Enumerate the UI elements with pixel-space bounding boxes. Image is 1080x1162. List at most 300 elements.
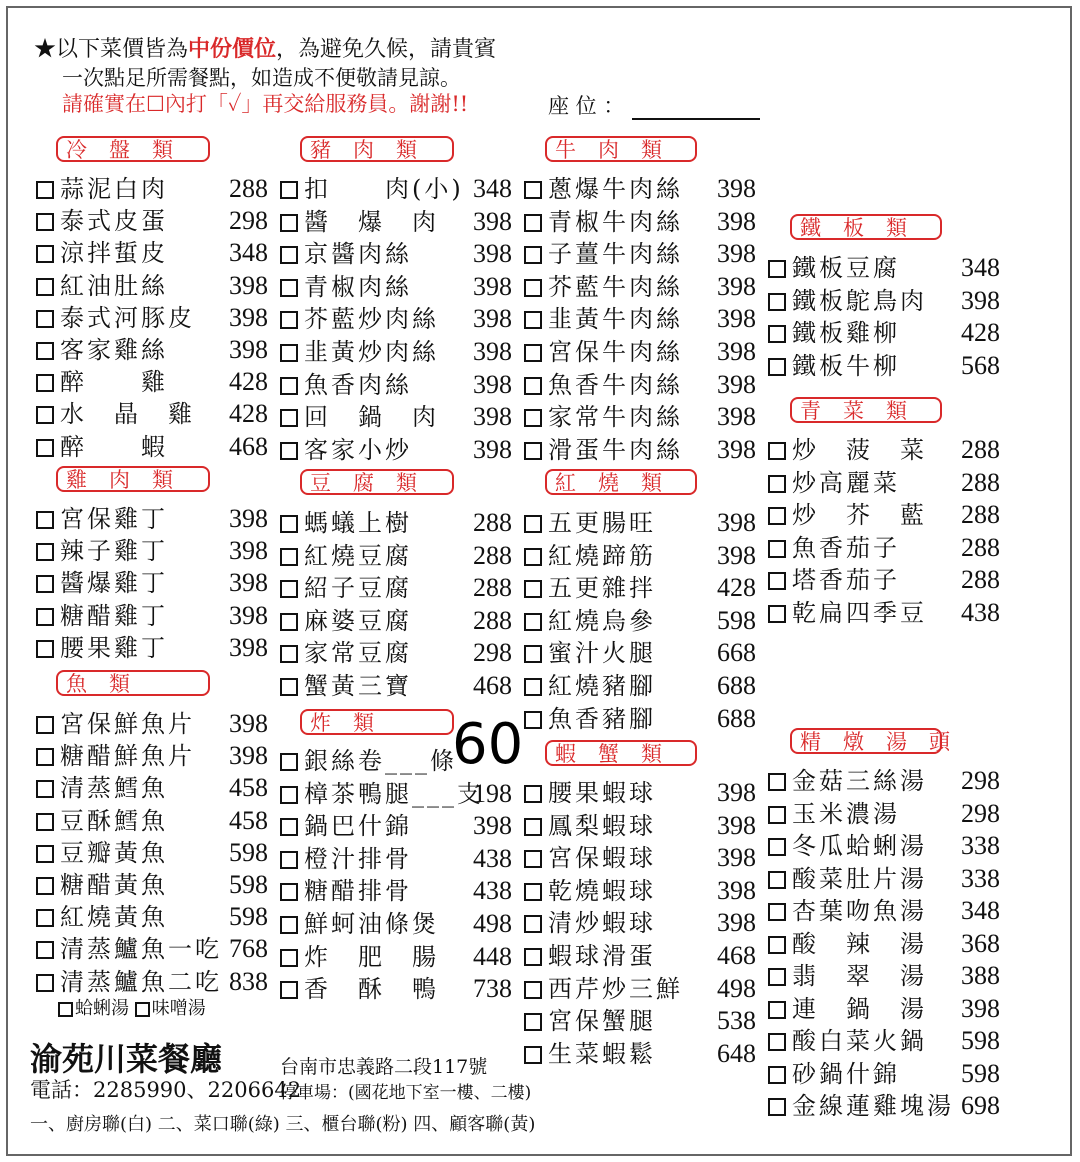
dish-name: 杏葉吻魚湯 xyxy=(792,897,927,925)
checkbox[interactable] xyxy=(58,1002,73,1017)
checkbox[interactable] xyxy=(524,548,542,566)
menu-item[interactable] xyxy=(280,671,512,701)
menu-item[interactable] xyxy=(524,606,756,636)
checkbox[interactable] xyxy=(524,580,542,598)
checkbox[interactable] xyxy=(524,915,542,933)
dish-name: 家常豆腐 xyxy=(304,639,412,667)
dish-name: 家常牛肉絲 xyxy=(548,403,683,431)
dish-price: 398 xyxy=(717,239,756,268)
checkbox[interactable] xyxy=(36,748,54,766)
dish-name: 豆酥鱈魚 xyxy=(60,807,168,835)
menu-item[interactable] xyxy=(36,367,268,397)
checkbox[interactable] xyxy=(280,645,298,663)
menu-item[interactable] xyxy=(36,206,268,236)
menu-item[interactable] xyxy=(524,508,756,538)
checkbox[interactable] xyxy=(524,1046,542,1064)
checkbox[interactable] xyxy=(524,850,542,868)
menu-item[interactable] xyxy=(768,435,1000,465)
menu-item[interactable] xyxy=(768,500,1000,530)
dish-name: 酸 辣 湯 xyxy=(792,930,927,958)
checkbox[interactable] xyxy=(768,572,786,590)
checkbox[interactable] xyxy=(524,246,542,264)
dish-name: 醬 爆 肉 xyxy=(304,208,439,236)
dish-price: 668 xyxy=(717,638,756,667)
checkbox[interactable] xyxy=(524,1013,542,1031)
checkbox[interactable] xyxy=(524,311,542,329)
dish-price: 348 xyxy=(229,238,268,267)
menu-item[interactable] xyxy=(36,271,268,301)
checkbox[interactable] xyxy=(280,279,298,297)
menu-item[interactable] xyxy=(36,432,268,462)
checkbox[interactable] xyxy=(280,181,298,199)
dish-price: 288 xyxy=(961,500,1000,529)
dish-price: 598 xyxy=(229,838,268,867)
checkbox[interactable] xyxy=(524,409,542,427)
checkbox[interactable] xyxy=(36,640,54,658)
menu-item[interactable] xyxy=(280,174,512,204)
checkbox[interactable] xyxy=(280,678,298,696)
checkbox[interactable] xyxy=(524,678,542,696)
dish-price: 428 xyxy=(229,367,268,396)
dish-name: 豆瓣黃魚 xyxy=(60,839,168,867)
menu-item[interactable] xyxy=(36,335,268,365)
menu-item[interactable] xyxy=(768,598,1000,628)
menu-item[interactable] xyxy=(36,934,268,964)
checkbox[interactable] xyxy=(280,786,298,804)
menu-item[interactable] xyxy=(768,929,1000,959)
menu-item[interactable] xyxy=(280,304,512,334)
dish-name: 宮保牛肉絲 xyxy=(548,338,683,366)
menu-item[interactable] xyxy=(524,974,756,1004)
checkbox[interactable] xyxy=(524,344,542,362)
dish-price: 398 xyxy=(473,239,512,268)
dish-price: 428 xyxy=(229,399,268,428)
dish-name: 魚香茄子 xyxy=(792,534,900,562)
dish-price: 398 xyxy=(961,286,1000,315)
dish-name: 腰果雞丁 xyxy=(60,634,168,662)
menu-item[interactable] xyxy=(768,533,1000,563)
checkbox[interactable] xyxy=(768,475,786,493)
restaurant-name: 渝苑川菜餐廳 xyxy=(30,1040,223,1078)
checkbox[interactable] xyxy=(280,515,298,533)
menu-item[interactable] xyxy=(524,1006,756,1036)
dish-price: 348 xyxy=(961,896,1000,925)
checkbox[interactable] xyxy=(280,818,298,836)
dish-name: 辣子雞丁 xyxy=(60,537,168,565)
menu-item[interactable] xyxy=(280,508,512,538)
menu-item[interactable] xyxy=(768,286,1000,316)
dish-name: 宮保蝦球 xyxy=(548,844,656,872)
menu-item[interactable] xyxy=(36,568,268,598)
menu-item[interactable] xyxy=(768,253,1000,283)
menu-item[interactable] xyxy=(524,908,756,938)
dish-name: 客家雞絲 xyxy=(60,336,168,364)
checkbox[interactable] xyxy=(524,181,542,199)
dish-name: 連 鍋 湯 xyxy=(792,995,927,1023)
menu-item[interactable] xyxy=(36,399,268,429)
menu-item[interactable] xyxy=(280,876,512,906)
dish-price: 468 xyxy=(229,432,268,461)
menu-item[interactable] xyxy=(524,337,756,367)
checkbox[interactable] xyxy=(36,780,54,798)
menu-item[interactable] xyxy=(280,606,512,636)
checkbox[interactable] xyxy=(768,1033,786,1051)
checkbox[interactable] xyxy=(768,507,786,525)
checkbox[interactable] xyxy=(524,711,542,729)
dish-price: 398 xyxy=(473,272,512,301)
dish-price: 438 xyxy=(961,598,1000,627)
dish-price: 398 xyxy=(473,370,512,399)
dish-price: 398 xyxy=(473,402,512,431)
checkbox[interactable] xyxy=(524,442,542,460)
menu-item[interactable] xyxy=(768,766,1000,796)
menu-item[interactable] xyxy=(524,941,756,971)
dish-price: 398 xyxy=(229,271,268,300)
menu-item[interactable] xyxy=(36,967,268,997)
category-header: 豆腐類 xyxy=(300,469,454,495)
menu-item[interactable] xyxy=(36,870,268,900)
menu-item[interactable] xyxy=(36,838,268,868)
menu-item[interactable] xyxy=(280,573,512,603)
checkbox[interactable] xyxy=(768,1066,786,1084)
checkbox[interactable] xyxy=(768,293,786,311)
checkbox[interactable] xyxy=(280,580,298,598)
price-note-highlight: 中份價位 xyxy=(188,37,277,62)
menu-item[interactable] xyxy=(36,238,268,268)
menu-item[interactable] xyxy=(524,207,756,237)
dish-name: 芥藍炒肉絲 xyxy=(304,305,439,333)
checkbox[interactable] xyxy=(280,981,298,999)
dish-name: 青椒牛肉絲 xyxy=(548,208,683,236)
dish-name: 金菇三絲湯 xyxy=(792,767,927,795)
menu-item[interactable] xyxy=(524,811,756,841)
checkbox[interactable] xyxy=(36,813,54,831)
dish-name: 香 酥 鴨 xyxy=(304,975,439,1003)
menu-item[interactable] xyxy=(280,272,512,302)
menu-item[interactable] xyxy=(524,541,756,571)
checkbox[interactable] xyxy=(524,818,542,836)
checkbox[interactable] xyxy=(524,645,542,663)
dish-name: 回 鍋 肉 xyxy=(304,403,439,431)
menu-item[interactable] xyxy=(36,303,268,333)
dish-name: 魚香牛肉絲 xyxy=(548,371,683,399)
checkbox[interactable] xyxy=(524,279,542,297)
checkbox[interactable] xyxy=(280,753,298,771)
menu-item[interactable] xyxy=(524,435,756,465)
menu-item[interactable] xyxy=(280,239,512,269)
dish-price: 288 xyxy=(473,606,512,635)
dish-name: 京醬肉絲 xyxy=(304,240,412,268)
checkbox[interactable] xyxy=(36,310,54,328)
checkbox[interactable] xyxy=(280,442,298,460)
dish-price: 338 xyxy=(961,864,1000,893)
category-header: 鐵板類 xyxy=(790,214,942,240)
checkbox[interactable] xyxy=(768,1001,786,1019)
checkbox[interactable] xyxy=(768,260,786,278)
menu-item[interactable] xyxy=(768,1026,1000,1056)
checkbox[interactable] xyxy=(524,515,542,533)
menu-item[interactable] xyxy=(36,773,268,803)
dish-price: 688 xyxy=(717,704,756,733)
menu-item[interactable] xyxy=(768,994,1000,1024)
menu-item[interactable] xyxy=(524,1039,756,1069)
dish-price: 438 xyxy=(473,844,512,873)
dish-price: 468 xyxy=(717,941,756,970)
checkbox[interactable] xyxy=(768,871,786,889)
checkbox[interactable] xyxy=(768,838,786,856)
dish-name: 泰式皮蛋 xyxy=(60,207,168,235)
menu-item[interactable] xyxy=(280,402,512,432)
dish-price: 738 xyxy=(473,974,512,1003)
dish-name: 炒 芥 藍 xyxy=(792,501,927,529)
checkbox[interactable] xyxy=(36,245,54,263)
dish-name: 泰式河豚皮 xyxy=(60,304,195,332)
menu-item[interactable] xyxy=(36,633,268,663)
dish-name: 螞蟻上樹 xyxy=(304,509,412,537)
menu-item[interactable] xyxy=(36,536,268,566)
dish-price: 448 xyxy=(473,942,512,971)
menu-item[interactable] xyxy=(36,174,268,204)
dish-name: 醉 雞 xyxy=(60,368,168,396)
dish-name: 宮保蟹腿 xyxy=(548,1007,656,1035)
checkbox[interactable] xyxy=(36,374,54,392)
checkbox[interactable] xyxy=(36,213,54,231)
menu-item[interactable] xyxy=(524,272,756,302)
menu-item[interactable] xyxy=(280,844,512,874)
checkbox[interactable] xyxy=(768,442,786,460)
dish-name: 鐵板牛柳 xyxy=(792,352,900,380)
menu-item[interactable] xyxy=(36,741,268,771)
menu-item[interactable] xyxy=(768,896,1000,926)
menu-item[interactable] xyxy=(524,704,756,734)
dish-price: 468 xyxy=(473,671,512,700)
dish-name: 鐵板鴕鳥肉 xyxy=(792,287,927,315)
dish-name: 五更腸旺 xyxy=(548,509,656,537)
menu-item[interactable] xyxy=(524,671,756,701)
dish-name: 鳳梨蝦球 xyxy=(548,812,656,840)
dish-name: 鐵板豆腐 xyxy=(792,254,900,282)
menu-item[interactable] xyxy=(768,468,1000,498)
dish-name: 五更雜拌 xyxy=(548,574,656,602)
dish-name: 塔香茄子 xyxy=(792,566,900,594)
checkbox[interactable] xyxy=(768,540,786,558)
dish-price: 398 xyxy=(961,994,1000,1023)
dish-price: 398 xyxy=(229,741,268,770)
checkbox[interactable] xyxy=(36,181,54,199)
checkbox[interactable] xyxy=(280,916,298,934)
notice-line-1 xyxy=(34,32,496,63)
dish-price: 398 xyxy=(717,370,756,399)
menu-item[interactable] xyxy=(280,207,512,237)
checkbox[interactable] xyxy=(36,845,54,863)
checkbox[interactable] xyxy=(36,716,54,734)
menu-item[interactable] xyxy=(524,370,756,400)
menu-item[interactable] xyxy=(280,541,512,571)
dish-name: 糖醋鮮魚片 xyxy=(60,742,195,770)
menu-item[interactable] xyxy=(280,638,512,668)
checkbox[interactable] xyxy=(280,377,298,395)
menu-item[interactable] xyxy=(280,337,512,367)
dish-name: 紅油肚絲 xyxy=(60,272,168,300)
menu-item[interactable] xyxy=(36,902,268,932)
menu-item[interactable] xyxy=(524,843,756,873)
checkbox[interactable] xyxy=(36,608,54,626)
dish-name: 糖醋排骨 xyxy=(304,877,412,905)
checkbox[interactable] xyxy=(524,883,542,901)
checkbox[interactable] xyxy=(280,613,298,631)
menu-item[interactable] xyxy=(280,811,512,841)
dish-price: 398 xyxy=(717,778,756,807)
dish-price: 598 xyxy=(229,902,268,931)
checkbox[interactable] xyxy=(280,246,298,264)
checkbox[interactable] xyxy=(524,214,542,232)
menu-item[interactable] xyxy=(524,402,756,432)
dish-price: 398 xyxy=(717,402,756,431)
checkbox[interactable] xyxy=(524,377,542,395)
checkbox[interactable] xyxy=(280,851,298,869)
checkbox[interactable] xyxy=(36,342,54,360)
menu-item[interactable] xyxy=(524,573,756,603)
checkbox[interactable] xyxy=(36,543,54,561)
dish-name: 芥藍牛肉絲 xyxy=(548,273,683,301)
notice-text: ★以下菜價皆為 xyxy=(34,37,189,62)
dish-name: 青椒肉絲 xyxy=(304,273,412,301)
dish-price: 688 xyxy=(717,671,756,700)
menu-item[interactable] xyxy=(768,961,1000,991)
dish-price: 288 xyxy=(473,541,512,570)
menu-item[interactable] xyxy=(280,974,512,1004)
dish-name: 蒜泥白肉 xyxy=(60,175,168,203)
dish-name: 炒高麗菜 xyxy=(792,469,900,497)
menu-item[interactable] xyxy=(768,799,1000,829)
menu-item[interactable] xyxy=(280,435,512,465)
checkbox[interactable] xyxy=(280,214,298,232)
checkbox[interactable] xyxy=(280,949,298,967)
checkbox[interactable] xyxy=(768,806,786,824)
checkbox[interactable] xyxy=(135,1002,150,1017)
checkbox[interactable] xyxy=(280,548,298,566)
dish-name: 醉 蝦 xyxy=(60,433,168,461)
checkbox[interactable] xyxy=(36,974,54,992)
checkbox[interactable] xyxy=(36,909,54,927)
dish-price: 398 xyxy=(717,541,756,570)
checkbox[interactable] xyxy=(524,613,542,631)
category-header: 冷盤類 xyxy=(56,136,210,162)
menu-item[interactable] xyxy=(524,778,756,808)
dish-name: 蝦球滑蛋 xyxy=(548,942,656,970)
menu-item[interactable] xyxy=(524,174,756,204)
extra-item-label: 蛤蜊湯 xyxy=(75,998,129,1019)
checkbox[interactable] xyxy=(280,311,298,329)
dish-price: 398 xyxy=(717,876,756,905)
checkbox[interactable] xyxy=(280,409,298,427)
dish-price: 598 xyxy=(961,1026,1000,1055)
dish-name: 蜜汁火腿 xyxy=(548,639,656,667)
menu-item[interactable] xyxy=(280,942,512,972)
checkbox[interactable] xyxy=(36,278,54,296)
menu-item[interactable] xyxy=(36,601,268,631)
dish-name: 魚香肉絲 xyxy=(304,371,412,399)
menu-item[interactable] xyxy=(36,504,268,534)
checkbox[interactable] xyxy=(36,439,54,457)
category-header: 雞肉類 xyxy=(56,466,210,492)
checkbox[interactable] xyxy=(768,1098,786,1116)
checkbox[interactable] xyxy=(36,511,54,529)
menu-item[interactable] xyxy=(768,351,1000,381)
dish-name: 水 晶 雞 xyxy=(60,400,195,428)
checkbox[interactable] xyxy=(280,344,298,362)
checkbox[interactable] xyxy=(524,785,542,803)
extra-soup-row xyxy=(58,994,206,1020)
menu-item[interactable] xyxy=(524,876,756,906)
dish-name: 紅燒蹄筋 xyxy=(548,542,656,570)
dish-price: 288 xyxy=(473,508,512,537)
dish-name: 酸菜肚片湯 xyxy=(792,865,927,893)
dish-price: 348 xyxy=(473,174,512,203)
dish-price: 768 xyxy=(229,934,268,963)
menu-item[interactable] xyxy=(280,370,512,400)
menu-item[interactable] xyxy=(524,239,756,269)
menu-item[interactable] xyxy=(768,1091,1000,1121)
menu-item[interactable] xyxy=(768,864,1000,894)
dish-name: 子薑牛肉絲 xyxy=(548,240,683,268)
menu-item[interactable] xyxy=(524,304,756,334)
checkbox[interactable] xyxy=(768,358,786,376)
checkbox[interactable] xyxy=(768,773,786,791)
checkbox[interactable] xyxy=(36,575,54,593)
menu-item[interactable] xyxy=(280,909,512,939)
checkbox[interactable] xyxy=(36,877,54,895)
checkbox[interactable] xyxy=(768,968,786,986)
checkbox[interactable] xyxy=(36,941,54,959)
dish-price: 288 xyxy=(961,533,1000,562)
menu-item[interactable] xyxy=(36,806,268,836)
dish-name: 西芹炒三鮮 xyxy=(548,975,683,1003)
checkbox[interactable] xyxy=(280,883,298,901)
dish-name: 冬瓜蛤蜊湯 xyxy=(792,832,927,860)
checkbox[interactable] xyxy=(768,605,786,623)
checkbox[interactable] xyxy=(768,936,786,954)
seat-input-line[interactable] xyxy=(632,118,760,120)
dish-price: 298 xyxy=(229,206,268,235)
dish-price: 288 xyxy=(961,435,1000,464)
dish-name: 紅燒豆腐 xyxy=(304,542,412,570)
dish-price: 458 xyxy=(229,806,268,835)
checkbox[interactable] xyxy=(36,406,54,424)
menu-item[interactable] xyxy=(280,779,512,809)
menu-item[interactable] xyxy=(524,638,756,668)
checkbox[interactable] xyxy=(524,981,542,999)
checkbox[interactable] xyxy=(768,903,786,921)
seat-label: 座 位 ： xyxy=(548,94,625,118)
dish-price: 398 xyxy=(717,207,756,236)
dish-price: 428 xyxy=(961,318,1000,347)
dish-name: 炒 菠 菜 xyxy=(792,436,927,464)
dish-price: 838 xyxy=(229,967,268,996)
dish-price: 398 xyxy=(473,337,512,366)
menu-item[interactable] xyxy=(768,831,1000,861)
menu-item[interactable] xyxy=(768,565,1000,595)
dish-price: 398 xyxy=(717,843,756,872)
menu-item[interactable] xyxy=(768,1059,1000,1089)
extra-item-label: 味噌湯 xyxy=(151,998,206,1019)
menu-item[interactable] xyxy=(36,709,268,739)
checkbox[interactable] xyxy=(768,325,786,343)
dish-price: 388 xyxy=(961,961,1000,990)
checkbox[interactable] xyxy=(524,948,542,966)
menu-item[interactable] xyxy=(768,318,1000,348)
category-header: 魚類 xyxy=(56,670,210,696)
